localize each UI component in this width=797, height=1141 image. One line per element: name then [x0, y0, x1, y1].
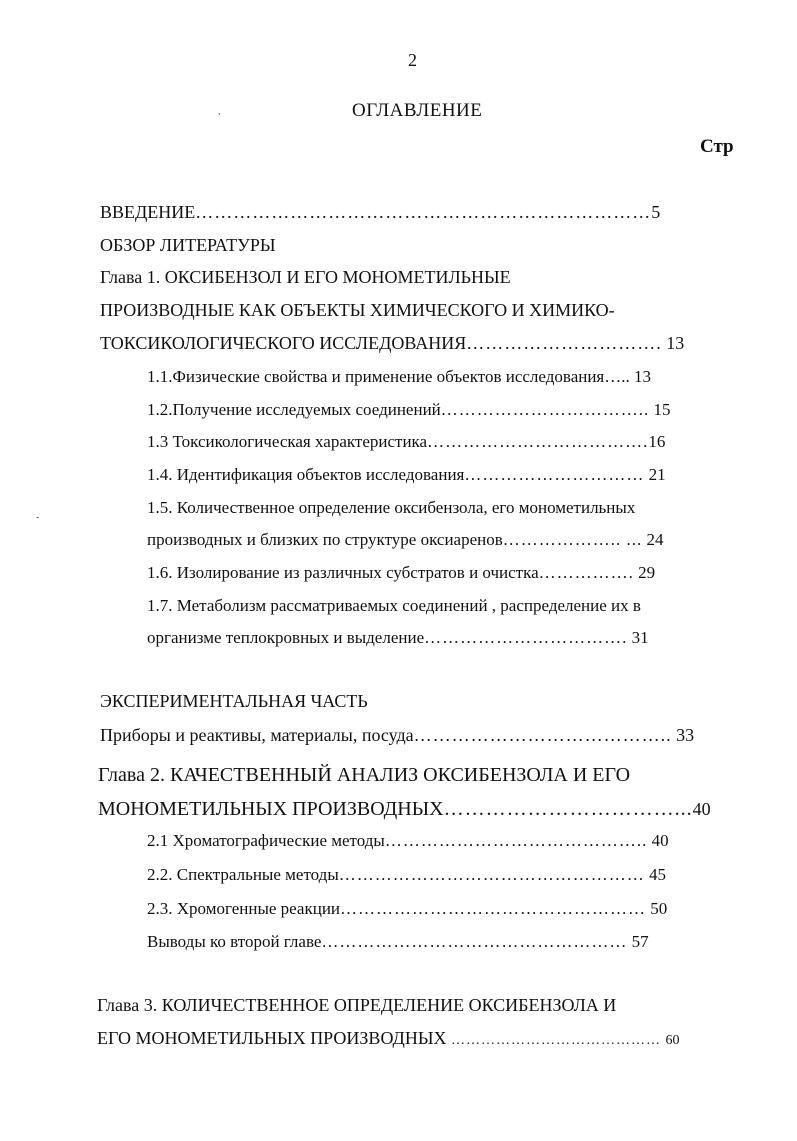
toc-entry: 2.3. Хромогенные реакции…………………………………………… 50 [147, 899, 668, 918]
toc-entry: МОНОМЕТИЛЬНЫХ ПРОИЗВОДНЫХ……………………………...40 [98, 798, 711, 820]
toc-entry: ЕГО МОНОМЕТИЛЬНЫХ ПРОИЗВОДНЫХ …………………………………… 60 [97, 1028, 680, 1048]
toc-title: ОГЛАВЛЕНИЕ [352, 100, 483, 121]
toc-entry: ТОКСИКОЛОГИЧЕСКОГО ИССЛЕДОВАНИЯ…………………………. 13 [100, 333, 685, 353]
section-heading: ОБЗОР ЛИТЕРАТУРЫ [100, 235, 276, 255]
toc-entry: 1.1.Физические свойства и применение объектов исследования….. 13 [147, 367, 651, 386]
toc-entry: 1.2.Получение исследуемых соединений…………………………….. 15 [147, 400, 671, 419]
chapter-heading: ПРОИЗВОДНЫЕ КАК ОБЪЕКТЫ ХИМИЧЕСКОГО И ХИМИКО- [100, 300, 615, 320]
scan-mark: - [36, 512, 40, 523]
page-column-label: Стр [700, 136, 734, 157]
toc-entry: 1.3 Токсикологическая характеристика……………………………….16 [147, 432, 666, 451]
toc-entry: производных и близких по структуре оксиаренов……………….. ... 24 [147, 530, 664, 549]
toc-entry: ВВЕДЕНИЕ………………………………………………………………5 [100, 202, 661, 222]
toc-entry: Приборы и реактивы, материалы, посуда………………………………….. 33 [100, 725, 695, 745]
chapter-heading: Глава 3. КОЛИЧЕСТВЕННОЕ ОПРЕДЕЛЕНИЕ ОКСИБЕНЗОЛА И [97, 995, 617, 1015]
chapter-heading: Глава 2. КАЧЕСТВЕННЫЙ АНАЛИЗ ОКСИБЕНЗОЛА И ЕГО [98, 764, 631, 786]
toc-entry: Выводы ко второй главе…………………………………………… 57 [147, 932, 649, 951]
toc-entry: организме теплокровных и выделение……………………………. 31 [147, 628, 649, 647]
toc-entry: 1.7. Метаболизм рассматриваемых соединений , распределение их в [147, 596, 641, 615]
toc-entry: 2.1 Хроматографические методы…………………………………….. 40 [147, 831, 669, 850]
toc-entry: 1.6. Изолирование из различных субстратов и очистка……………. 29 [147, 563, 656, 582]
scan-mark: , [218, 106, 221, 117]
chapter-heading: Глава 1. ОКСИБЕНЗОЛ И ЕГО МОНОМЕТИЛЬНЫЕ [100, 267, 511, 287]
toc-entry: 2.2. Спектральные методы…………………………………………… 45 [147, 865, 666, 884]
section-heading: ЭКСПЕРИМЕНТАЛЬНАЯ ЧАСТЬ [100, 691, 368, 711]
toc-entry: 1.5. Количественное определение оксибензола, его монометильных [147, 498, 636, 517]
toc-entry: 1.4. Идентификация объектов исследования………………………… 21 [147, 465, 666, 484]
page-number: 2 [408, 50, 417, 70]
